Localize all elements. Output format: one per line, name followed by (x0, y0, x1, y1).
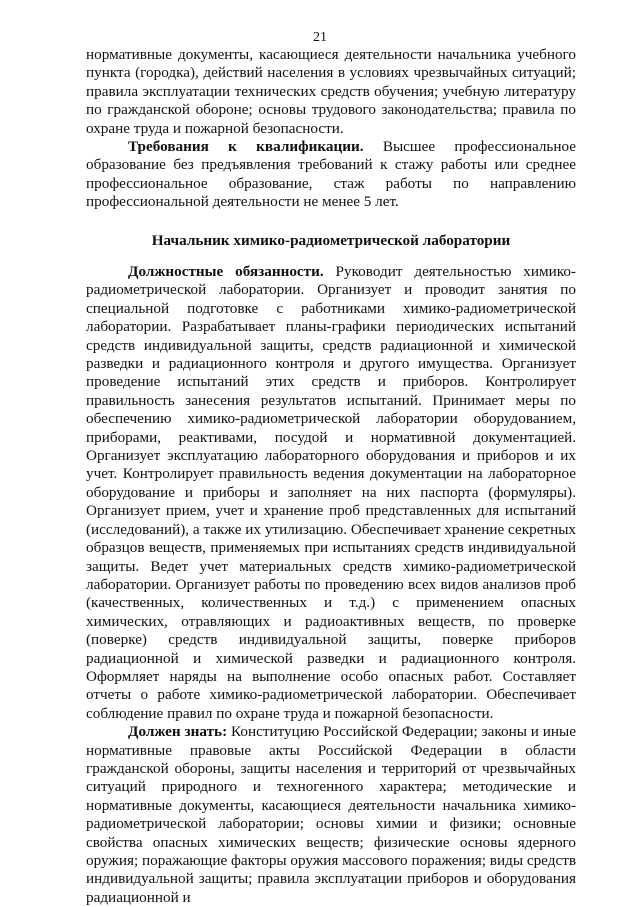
qualification-label: Требования к квалификации. (128, 138, 364, 156)
qualification-text: Высшее профессиональное образование без предъявления требований к стажу работы или среднее профессиональное образование, стаж работы по направлению профессиональной деятельности не менее 5 лет. (86, 138, 576, 211)
top-text-block (86, 46, 576, 212)
qualification-paragraph (86, 138, 576, 212)
section-heading: Начальник химико-радиометрической лаборатории (151, 232, 511, 249)
duties-paragraph (86, 263, 576, 723)
must-know-label: Должен знать: (128, 723, 228, 741)
duties-text: Руководит деятельностью химико-радиометрической лаборатории. Организует и проводит занятия по специальной подготовке с работниками химико-радиометрической лаборатории. Разрабатывает планы-графики периодических испытаний средств индивидуальной защиты, средств радиационной и химической разведки и радиационного контроля и другого имущества. Организует проведение испытаний этих средств и приборов. Контролирует правильность занесения результатов испытаний. Принимает меры по обеспечению химико-радиометрической лаборатории оборудованием, приборами, реактивами, посудой и нормативной документацией. Организует эксплуатацию лабораторного оборудования и приборов и их учет. Контролирует правильность ведения документации на лабораторное оборудование и приборы и заполняет на них паспорта (формуляры). Организует прием, учет и хранение проб представленных для испытаний (исследований), а также их утилизацию. Обеспечивает хранение секретных образцов веществ, применяемых при испытаниях средств индивидуальной защиты. Ведет учет материальных средств химико-радиометрической лаборатории. Организует работы по проведению всех видов анализов проб (качественных, количественных и т.д.) с применением опасных химических, отравляющих и радиоактивных веществ, по проверке (поверке) средств индивидуальной защиты, поверке приборов радиационной и химической разведки и радиационного контроля. Оформляет наряды на выполнение особо опасных работ. Составляет отчеты о работе химико-радиометрической лаборатории. Обеспечивает соблюдение правил по охране труда и пожарной безопасности. (86, 263, 576, 722)
must-know-paragraph (86, 723, 576, 907)
duties-label: Должностные обязанности. (128, 263, 324, 280)
page-number: 21 (313, 30, 327, 45)
must-know-text: Конституцию Российской Федерации; законы и иные нормативные правовые акты Российской Федерации в области гражданской обороны, защиты населения и территорий от чрезвычайных ситуаций природного и техногенного характера; методические и нормативные документы, касающиеся деятельности начальника химико-радиометрической лаборатории; основы химии и физики; основные свойства опасных химических веществ; физические основы ядерного оружия; поражающие факторы оружия массового поражения; виды средств индивидуальной защиты; правила эксплуатации приборов и оборудования радиационной и (86, 723, 576, 906)
intro-paragraph: нормативные документы, касающиеся деятельности начальника учебного пункта (городка), действий населения в условиях чрезвычайных ситуаций; правила эксплуатации технических средств обучения; учебную литературу по гражданской обороне; основы трудового законодательства; правила по охране труда и пожарной безопасности. (86, 46, 576, 137)
main-text-block (86, 263, 576, 907)
